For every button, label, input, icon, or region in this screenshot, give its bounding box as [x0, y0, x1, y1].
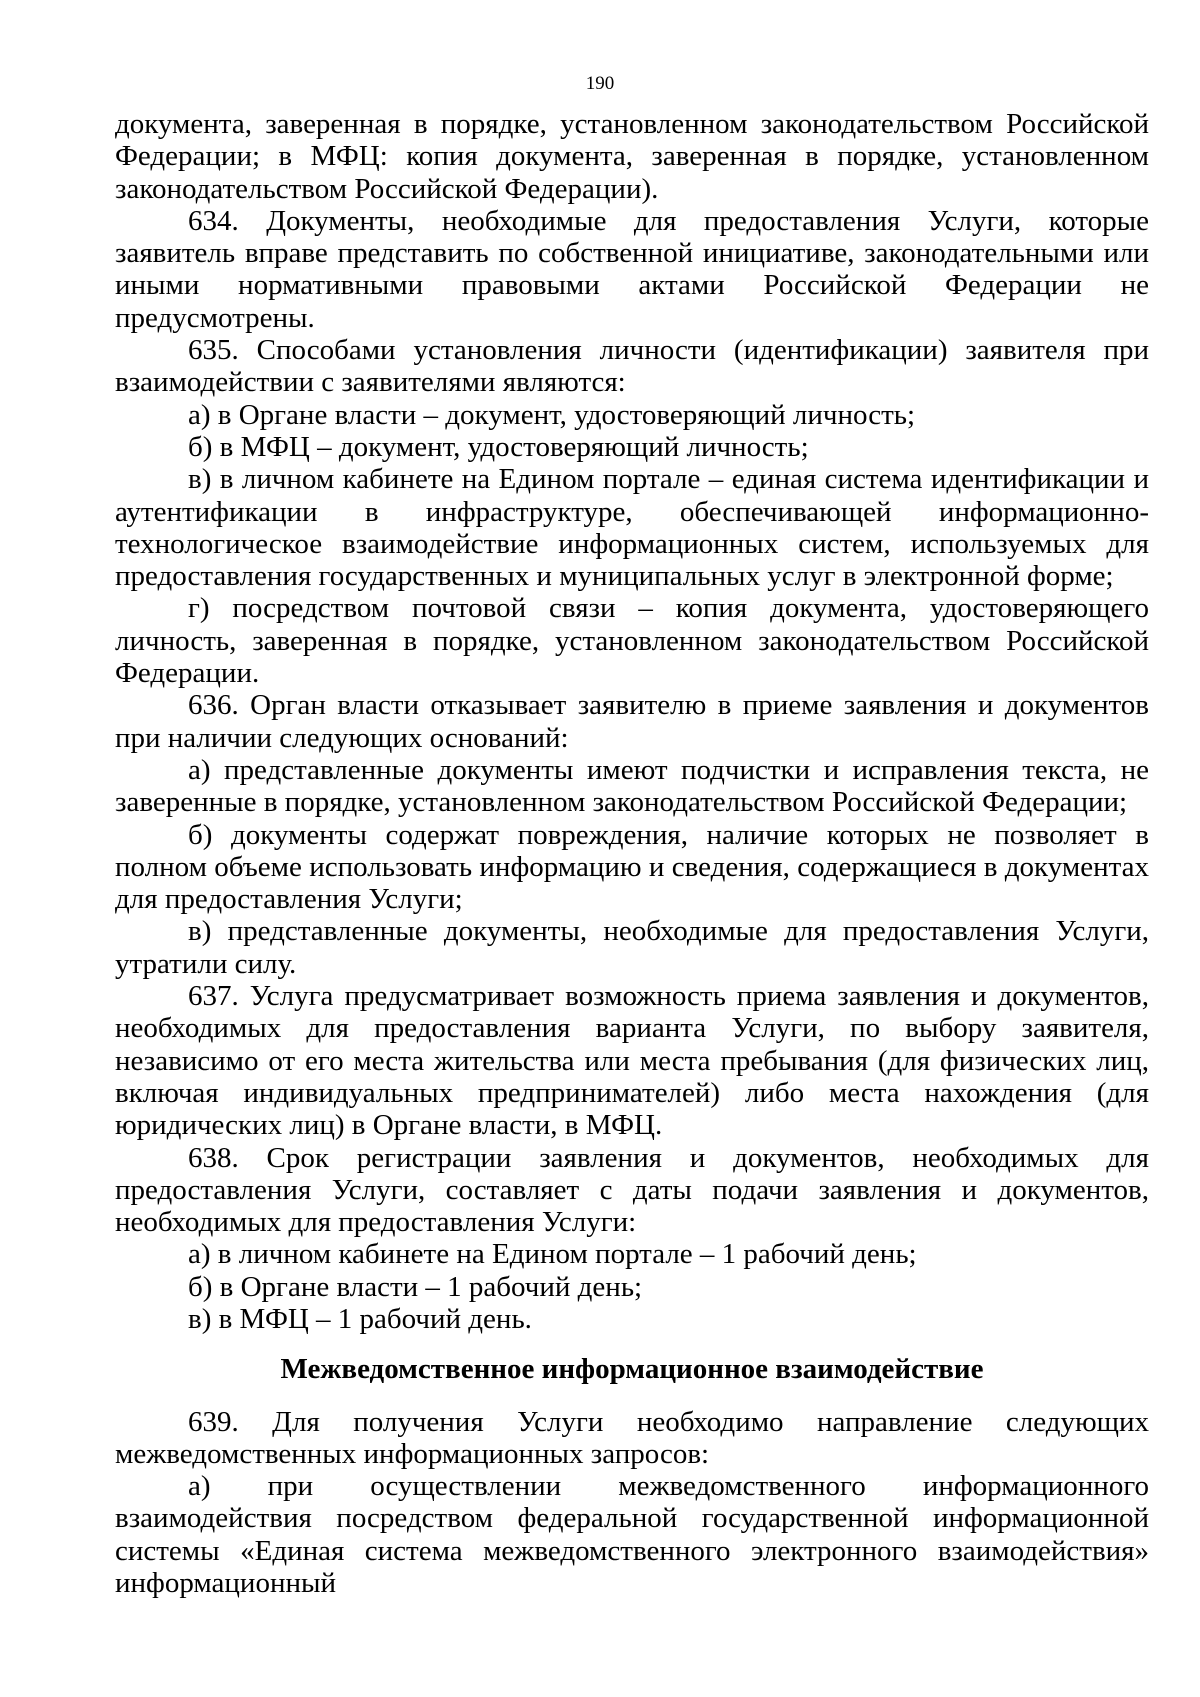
list-item: а) в личном кабинете на Едином портале – 1 рабочий день; — [188, 1238, 917, 1271]
paragraph: 638. Срок регистрации заявления и документов, необходимых для предоставления Услуги, составляет с даты подачи заявления и документов, необходимых для предоставления Услуги: — [115, 1141, 1149, 1239]
paragraph: документа, заверенная в порядке, установленном законодательством Российской Федерации; в МФЦ: копия документа, заверенная в порядке, установленном законодательством Российской Федерации). — [115, 108, 1149, 205]
list-item: б) в МФЦ – документ, удостоверяющий личность; — [188, 430, 809, 463]
list-item: б) документы содержат повреждения, наличие которых не позволяет в полном объеме использовать информацию и сведения, содержащиеся в документах для предоставления Услуги; — [115, 818, 1149, 916]
paragraph: 637. Услуга предусматривает возможность приема заявления и документов, необходимых для предоставления варианта Услуги, по выбору заявителя, независимо от его места жительства или места пребывания (для физических лиц, включая индивидуальных предпринимателей) либо места нахождения (для юридических лиц) в Органе власти, в МФЦ. — [115, 980, 1149, 1142]
list-item: в) представленные документы, необходимые для предоставления Услуги, утратили силу. — [115, 915, 1149, 980]
paragraph: 634. Документы, необходимые для предоставления Услуги, которые заявитель вправе представить по собственной инициативе, законодательными или иными нормативными правовыми актами Российской Федерации не предусмотрены. — [115, 204, 1149, 334]
paragraph: 636. Орган власти отказывает заявителю в приеме заявления и документов при наличии следующих оснований: — [115, 689, 1149, 754]
section-heading: Межведомственное информационное взаимодействие — [280, 1353, 984, 1386]
document-body — [115, 108, 1149, 1599]
list-item: г) посредством почтовой связи – копия документа, удостоверяющего личность, заверенная в порядке, установленном законодательством Российской Федерации. — [115, 592, 1149, 690]
list-item: в) в МФЦ – 1 рабочий день. — [188, 1302, 532, 1335]
paragraph: 639. Для получения Услуги необходимо направление следующих межведомственных информационных запросов: — [115, 1405, 1149, 1470]
list-item: а) в Органе власти – документ, удостоверяющий личность; — [188, 398, 916, 431]
page-number: 190 — [585, 73, 615, 94]
list-item: а) при осуществлении межведомственного информационного взаимодействия посредством федеральной государственной информационной системы «Единая система межведомственного электронного взаимодействия» информационный — [115, 1470, 1149, 1600]
list-item: б) в Органе власти – 1 рабочий день; — [188, 1270, 643, 1303]
paragraph: 635. Способами установления личности (идентификации) заявителя при взаимодействии с заявителями являются: — [115, 334, 1149, 399]
list-item: а) представленные документы имеют подчистки и исправления текста, не заверенные в порядке, установленном законодательством Российской Федерации; — [115, 753, 1149, 819]
list-item: в) в личном кабинете на Едином портале – единая система идентификации и аутентификации в инфраструктуре, обеспечивающей информационно-технологическое взаимодействие информационных систем, используемых для предоставления государственных и муниципальных услуг в электронной форме; — [115, 463, 1149, 593]
